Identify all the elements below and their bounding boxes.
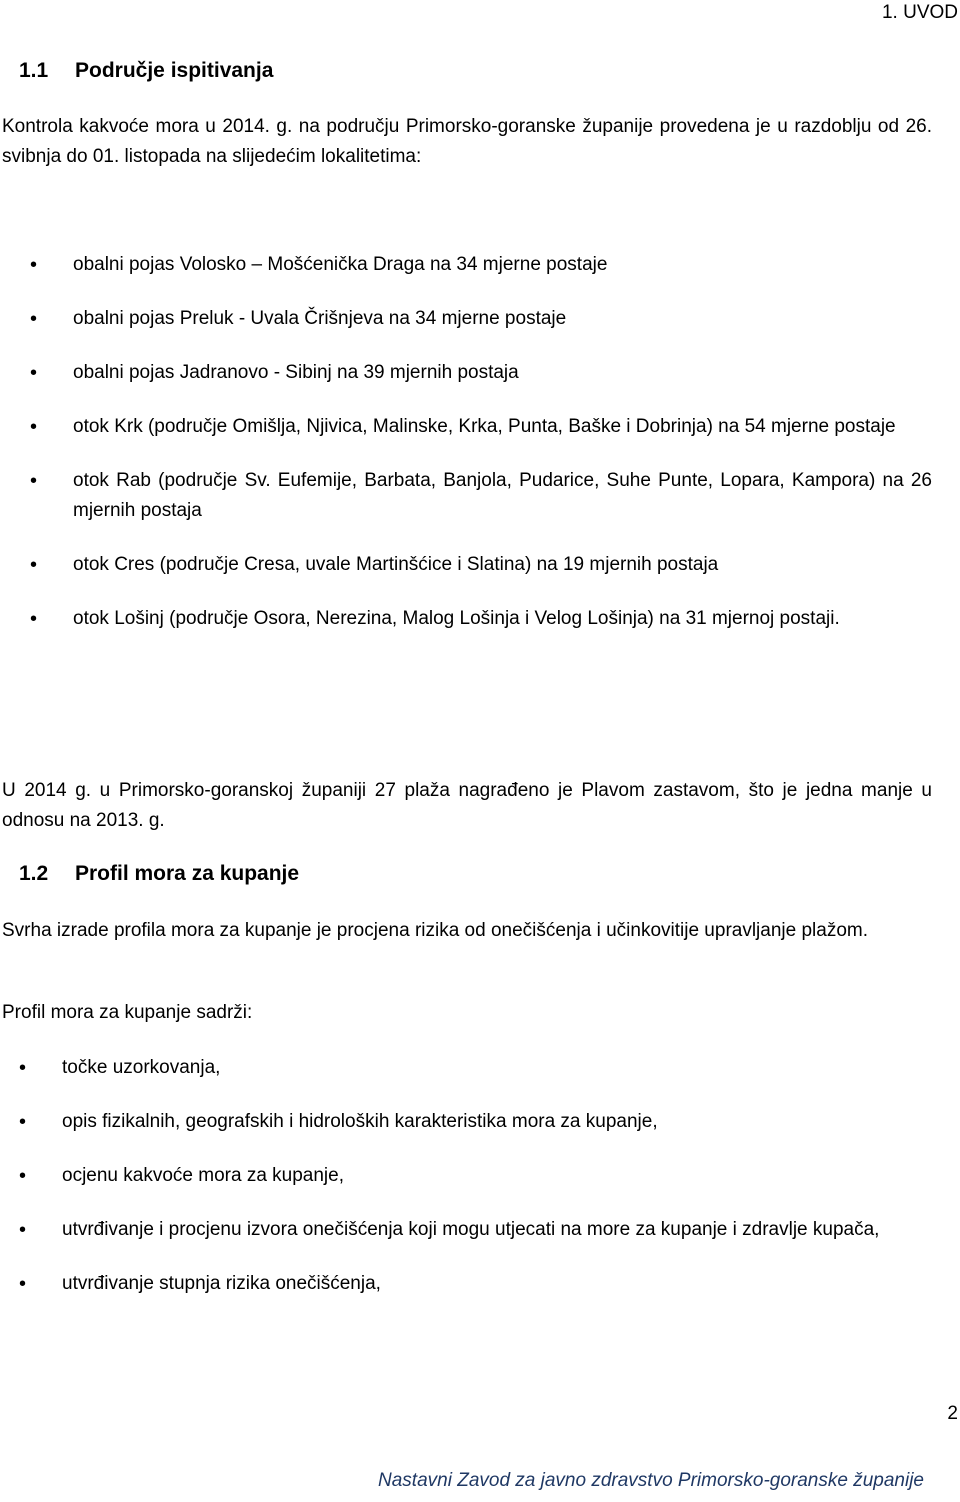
list-item-text: točke uzorkovanja, [62, 1057, 221, 1078]
bullet-icon: • [30, 362, 38, 384]
bullet-icon: • [19, 1273, 27, 1295]
list-item-text: otok Lošinj (područje Osora, Nerezina, Malog Lošinja i Velog Lošinja) na 31 mjernoj postaji. [73, 608, 840, 629]
list-item [0, 1161, 960, 1191]
list-item-text: otok Cres (područje Cresa, uvale Martinšćice i Slatina) na 19 mjernih postaja [73, 554, 719, 575]
locations-list [0, 250, 932, 634]
bullet-icon: • [30, 416, 38, 438]
list-item [0, 1269, 960, 1299]
section-number: 1.2 [19, 862, 49, 885]
blue-flag-paragraph: U 2014 g. u Primorsko-goranskoj županiji 27 plaža nagrađeno je Plavom zastavom, što je jedna manje u odnosu na 2013. g. [2, 780, 932, 831]
list-item-text: otok Krk (područje Omišlja, Njivica, Malinske, Krka, Punta, Baške i Dobrinja) na 54 mjerne postaje [73, 416, 896, 437]
list-item [0, 466, 932, 526]
list-item [0, 250, 932, 280]
list-item-text: utvrđivanje i procjenu izvora onečišćenja koji mogu utjecati na more za kupanje i zdravlje kupača, [62, 1219, 880, 1240]
bullet-icon: • [19, 1165, 27, 1187]
list-item [0, 412, 932, 442]
list-item [0, 358, 932, 388]
list-item-text: utvrđivanje stupnja rizika onečišćenja, [62, 1273, 381, 1294]
list-item-text: obalni pojas Volosko – Mošćenička Draga na 34 mjerne postaje [73, 254, 608, 275]
bullet-icon: • [30, 308, 38, 330]
list-item-text: obalni pojas Jadranovo - Sibinj na 39 mjernih postaja [73, 362, 519, 383]
section-heading-1-2 [19, 862, 299, 886]
list-item-text: otok Rab (područje Sv. Eufemije, Barbata, Banjola, Pudarice, Suhe Punte, Lopara, Kampora) na 26 mjernih postaja [73, 470, 932, 521]
list-item [0, 304, 932, 334]
bullet-icon: • [30, 554, 38, 576]
chapter-header: 1. UVOD [881, 2, 958, 23]
list-item-text: opis fizikalnih, geografskih i hidroloških karakteristika mora za kupanje, [62, 1111, 658, 1132]
bullet-icon: • [19, 1111, 27, 1133]
intro-paragraph: Kontrola kakvoće mora u 2014. g. na području Primorsko-goranske županije provedena je u razdoblju od 26. svibnja do 01. listopada na slijedećim lokalitetima: [2, 116, 932, 167]
profile-contents-list [0, 1053, 960, 1299]
list-item [0, 550, 932, 580]
purpose-paragraph: Svrha izrade profila mora za kupanje je procjena rizika od onečišćenja i učinkovitije upravljanje plažom. [2, 920, 869, 941]
bullet-icon: • [30, 254, 38, 276]
bullet-icon: • [30, 608, 38, 630]
list-item [0, 1053, 960, 1083]
footer-institution: Nastavni Zavod za javno zdravstvo Primorsko-goranske županije [378, 1470, 924, 1491]
bullet-icon: • [19, 1219, 27, 1241]
list-item-text: obalni pojas Preluk - Uvala Črišnjeva na 34 mjerne postaje [73, 308, 567, 329]
bullet-icon: • [19, 1057, 27, 1079]
list-item [0, 1107, 960, 1137]
list-item [0, 1215, 960, 1245]
section-heading-1-1 [19, 59, 273, 83]
list-item-text: ocjenu kakvoće mora za kupanje, [62, 1165, 344, 1186]
section-title: Područje ispitivanja [75, 59, 274, 82]
list-item [0, 604, 932, 634]
contents-intro: Profil mora za kupanje sadrži: [2, 1002, 253, 1023]
section-number: 1.1 [19, 59, 49, 82]
page-number: 2 [947, 1403, 958, 1424]
section-title: Profil mora za kupanje [75, 862, 300, 885]
bullet-icon: • [30, 470, 38, 492]
